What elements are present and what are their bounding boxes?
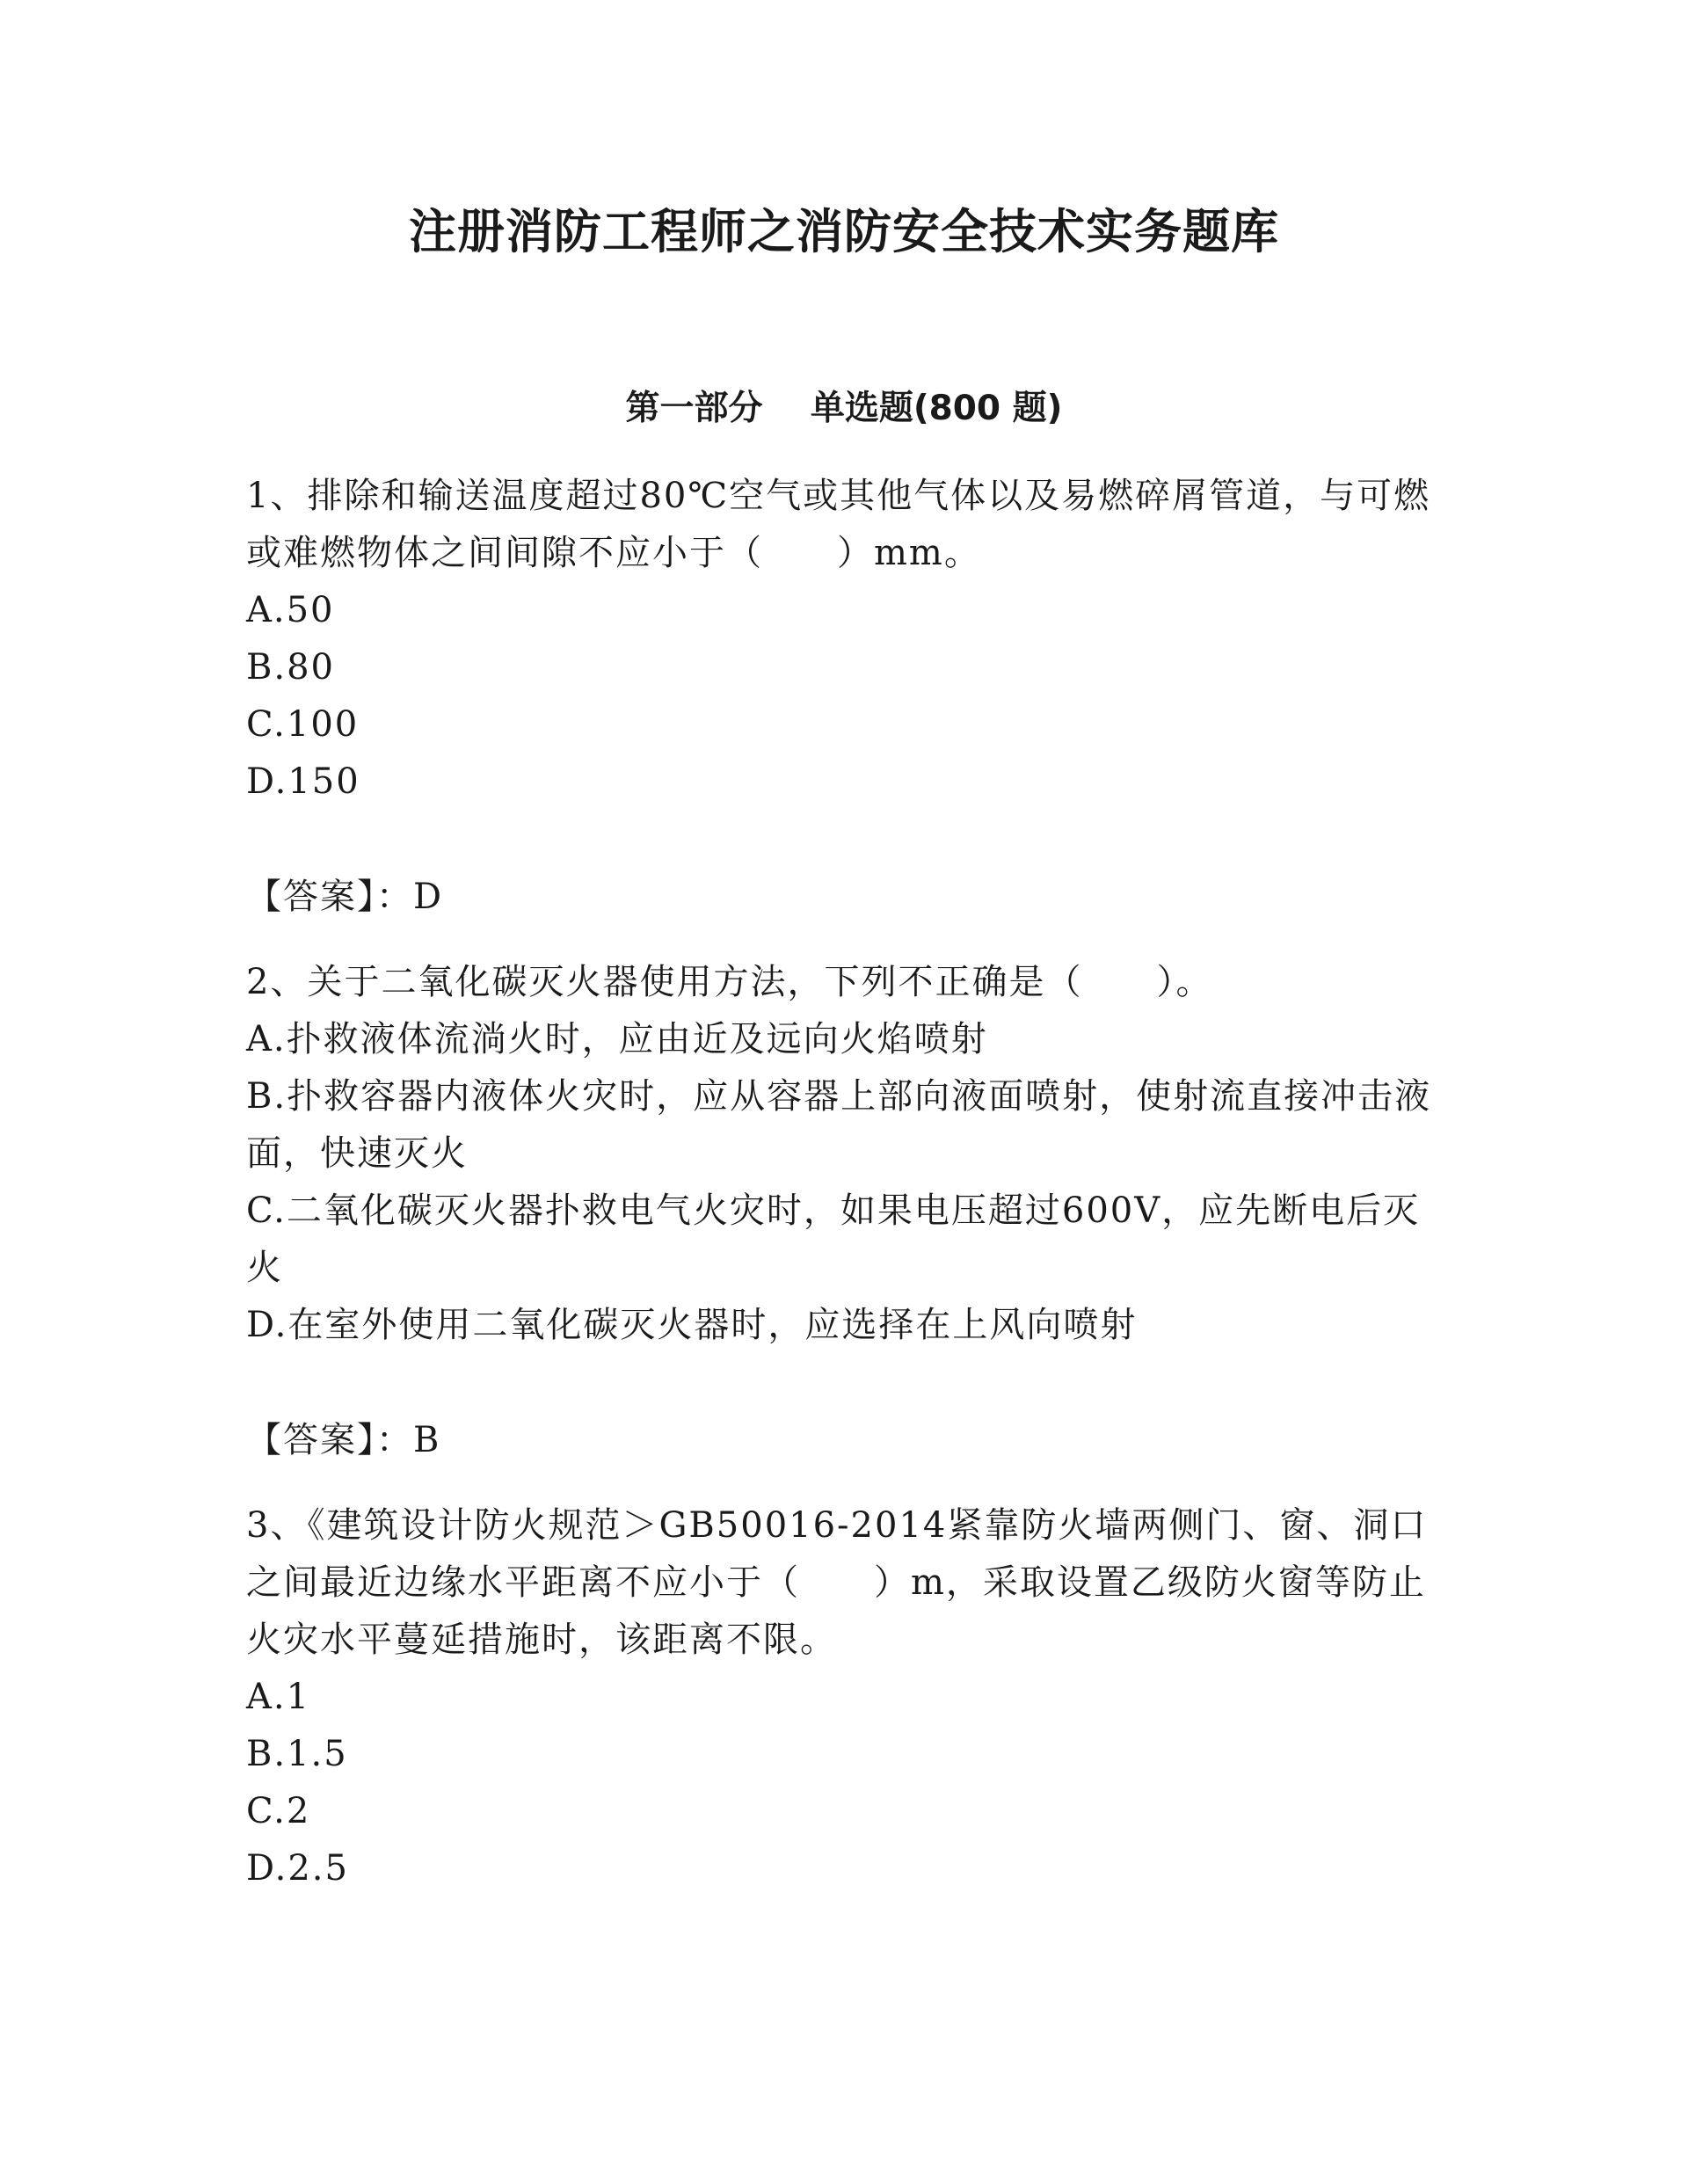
question-3 [246,1497,1442,1897]
question-1 [246,468,1442,926]
section-title: 第一部分 单选题(800 题) [625,389,1063,428]
question-1-option-b: B.80 [246,647,336,688]
question-2-option-a: A.扑救液体流淌火时，应由近及远向火焰喷射 [246,1019,988,1059]
question-3-option-b: B.1.5 [246,1734,348,1774]
question-3-stem: 3、《建筑设计防火规范＞GB50016-2014紧靠防火墙两侧门、窗、洞口之间最近边缘水平距离不应小于（ ）m，采取设置乙级防火窗等防止火灾水平蔓延措施时，该距离不限。 [246,1505,1428,1660]
question-1-option-a: A.50 [246,590,335,630]
question-1-option-c: C.100 [246,704,360,745]
question-3-option-d: D.2.5 [246,1848,349,1889]
question-3-option-a: A.1 [246,1677,311,1717]
question-1-stem: 1、排除和输送温度超过80℃空气或其他气体以及易燃碎屑管道，与可燃或难燃物体之间间隙不应小于（ ）mm。 [246,476,1431,573]
question-2-option-d: D.在室外使用二氧化碳灭火器时，应选择在上风向喷射 [246,1305,1138,1345]
question-2-stem: 2、关于二氧化碳灭火器使用方法，下列不正确是（ ）。 [246,962,1213,1002]
question-3-option-c: C.2 [246,1791,311,1831]
question-2-option-b: B.扑救容器内液体火灾时，应从容器上部向液面喷射，使射流直接冲击液面，快速灭火 [246,1076,1432,1174]
question-1-answer: 【答案】：D [246,877,444,917]
question-2-answer: 【答案】：B [246,1420,441,1460]
question-2-option-c: C.二氧化碳灭火器扑救电气火灾时，如果电压超过600V，应先断电后灭火 [246,1190,1421,1288]
page-title: 注册消防工程师之消防安全技术实务题库 [409,204,1279,259]
question-2 [246,954,1442,1469]
question-1-option-d: D.150 [246,761,360,802]
question-list [246,468,1442,1897]
